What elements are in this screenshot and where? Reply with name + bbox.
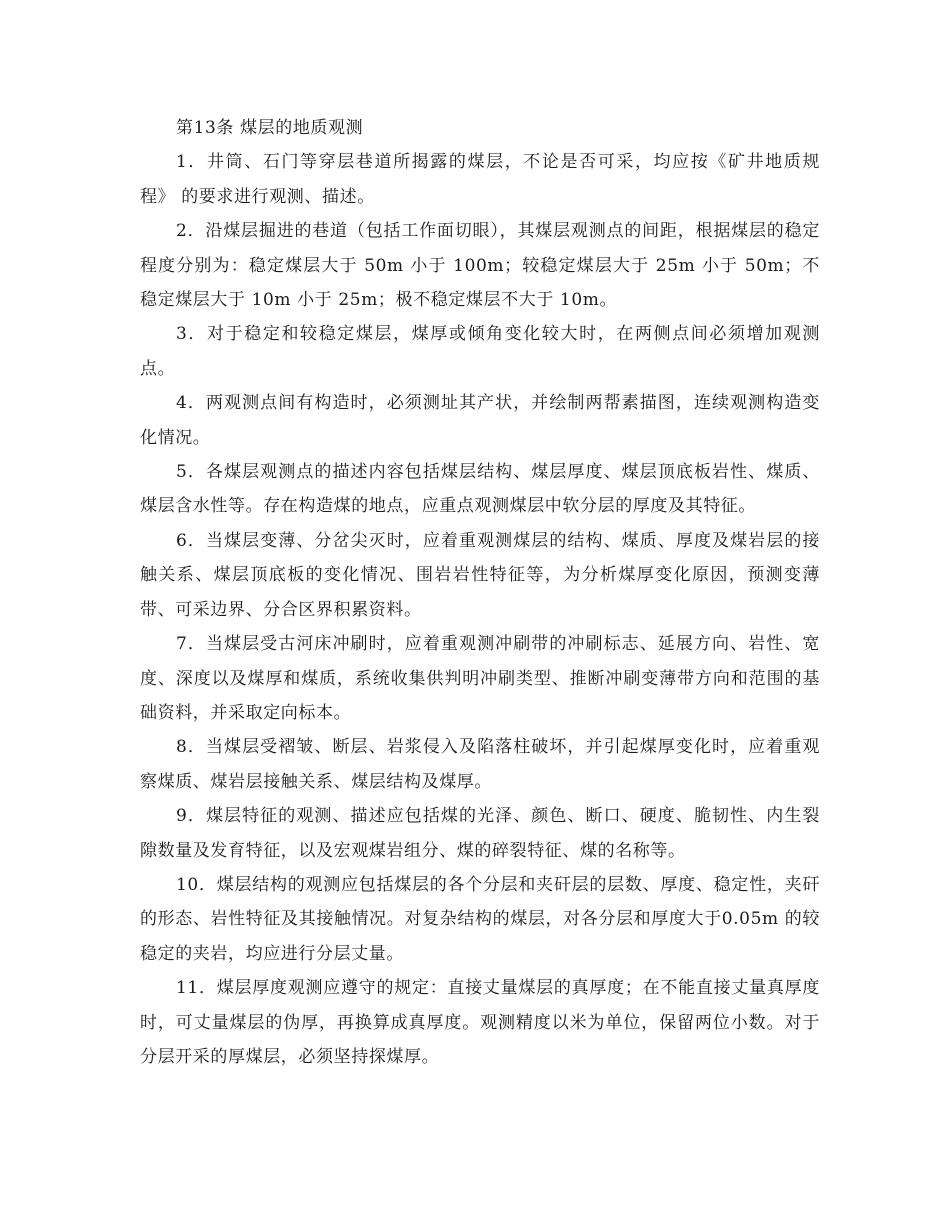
paragraph-9: 9．煤层特征的观测、描述应包括煤的光泽、颜色、断口、硬度、脆韧性、内生裂隙数量及发育特征，以及宏观煤岩组分、煤的碎裂特征、煤的名称等。 [140,806,820,861]
paragraph-7: 7．当煤层受古河床冲刷时，应着重观测冲刷带的冲刷标志、延展方向、岩性、宽度、深度以及煤厚和煤质，系统收集供判明冲刷类型、推断冲刷变薄带方向和范围的基础资料，并采取定向标本。 [140,634,820,723]
paragraph-10: 10．煤层结构的观测应包括煤层的各个分层和夹矸层的层数、厚度、稳定性，夹矸的形态、岩性特征及其接触情况。对复杂结构的煤层，对各分层和厚度大于0.05m 的较稳定的夹岩，均应进行分层丈量。 [140,874,820,964]
paragraph-1: 1．井筒、石门等穿层巷道所揭露的煤层，不论是否可采，均应按《矿井地质规程》 的要求进行观测、描述。 [140,152,820,207]
paragraph-4: 4．两观测点间有构造时，必须测址其产状，并绘制两帮素描图，连续观测构造变化情况。 [140,393,820,448]
paragraph-8: 8．当煤层受褶皱、断层、岩浆侵入及陷落柱破坏，并引起煤厚变化时，应着重观察煤质、煤岩层接触关系、煤层结构及煤厚。 [140,737,820,792]
paragraph-3: 3．对于稳定和较稳定煤层，煤厚或倾角变化较大时，在两侧点间必须增加观测点。 [140,324,820,379]
paragraph-6: 6．当煤层变薄、分岔尖灭时，应着重观测煤层的结构、煤质、厚度及煤岩层的接触关系、煤层顶底板的变化情况、围岩岩性特征等，为分析煤厚变化原因，预测变薄带、可采边界、分合区界积累资料。 [140,530,820,620]
document-page [140,111,820,1074]
paragraph-2: 2．沿煤层掘进的巷道（包括工作面切眼），其煤层观测点的间距，根据煤层的稳定程度分别为：稳定煤层大于 50m 小于 100m；较稳定煤层大于 25m 小于 50m；不稳定煤层大于 10m 小于 25m；极不稳定煤层不大于 10m。 [140,221,820,311]
paragraph-5: 5．各煤层观测点的描述内容包括煤层结构、煤层厚度、煤层顶底板岩性、煤质、煤层含水性等。存在构造煤的地点，应重点观测煤层中软分层的厚度及其特征。 [140,462,820,517]
article-title: 第13条 煤层的地质观测 [176,118,364,138]
paragraph-11: 11．煤层厚度观测应遵守的规定：直接丈量煤层的真厚度；在不能直接丈量真厚度时，可丈量煤层的伪厚，再换算成真厚度。观测精度以米为单位，保留两位小数。对于分层开采的厚煤层，必须坚持探煤厚。 [140,978,820,1067]
